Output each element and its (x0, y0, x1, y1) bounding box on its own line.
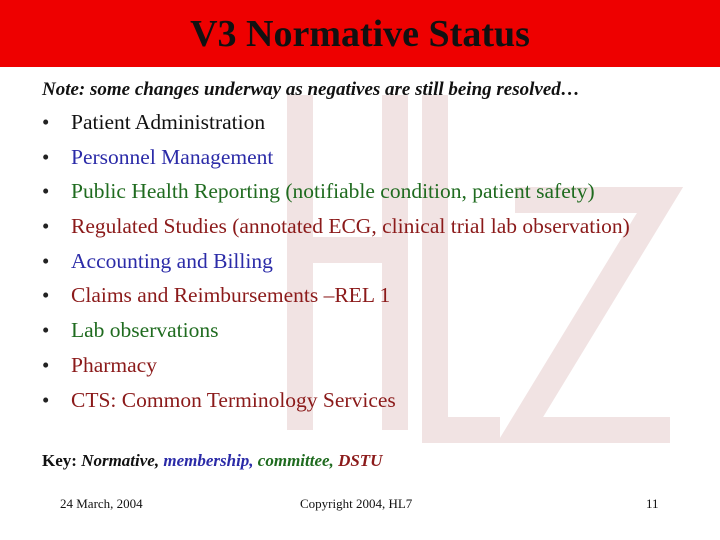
bullet-icon: • (42, 387, 50, 412)
key-committee: committee, (257, 451, 334, 470)
list-item (42, 316, 692, 345)
list-item (42, 281, 692, 310)
key-dstu: DSTU (338, 451, 383, 470)
key-normative: Normative, (81, 451, 160, 470)
list-item-label: CTS: Common Terminology Services (71, 387, 396, 412)
title-bar (0, 0, 720, 67)
list-item-label: Public Health Reporting (notifiable condition, patient safety) (71, 179, 595, 204)
list-item (42, 386, 692, 415)
list-item (42, 108, 692, 137)
bullet-icon: • (42, 179, 50, 204)
list-item (42, 143, 692, 172)
bullet-icon: • (42, 144, 50, 169)
status-key (42, 451, 382, 471)
list-item-label: Patient Administration (71, 110, 266, 134)
key-membership: membership, (163, 451, 254, 470)
list-item-label: Accounting and Billing (71, 248, 273, 273)
bullet-icon: • (42, 283, 50, 308)
list-item (42, 351, 692, 380)
bullet-icon: • (42, 248, 50, 273)
list-item (42, 177, 692, 206)
status-list (42, 108, 692, 420)
page-number: 11 (646, 496, 659, 511)
list-item (42, 247, 692, 276)
list-item-label: Pharmacy (71, 352, 157, 377)
footer-date: 24 March, 2004 (60, 496, 143, 511)
list-item-label: Personnel Management (71, 144, 274, 169)
list-item-label: Regulated Studies (annotated ECG, clinical trial lab observation) (71, 214, 630, 239)
footer-copyright: Copyright 2004, HL7 (300, 496, 413, 511)
slide-note: Note: some changes underway as negatives are still being resolved… (42, 79, 580, 100)
slide-title: V3 Normative Status (190, 12, 530, 55)
bullet-icon: • (42, 352, 50, 377)
bullet-icon: • (42, 318, 50, 343)
bullet-icon: • (42, 110, 50, 134)
key-label: Key: (42, 451, 77, 470)
list-item-label: Claims and Reimbursements –REL 1 (71, 283, 391, 308)
list-item-label: Lab observations (71, 318, 219, 343)
list-item (42, 212, 692, 241)
bullet-icon: • (42, 214, 50, 239)
